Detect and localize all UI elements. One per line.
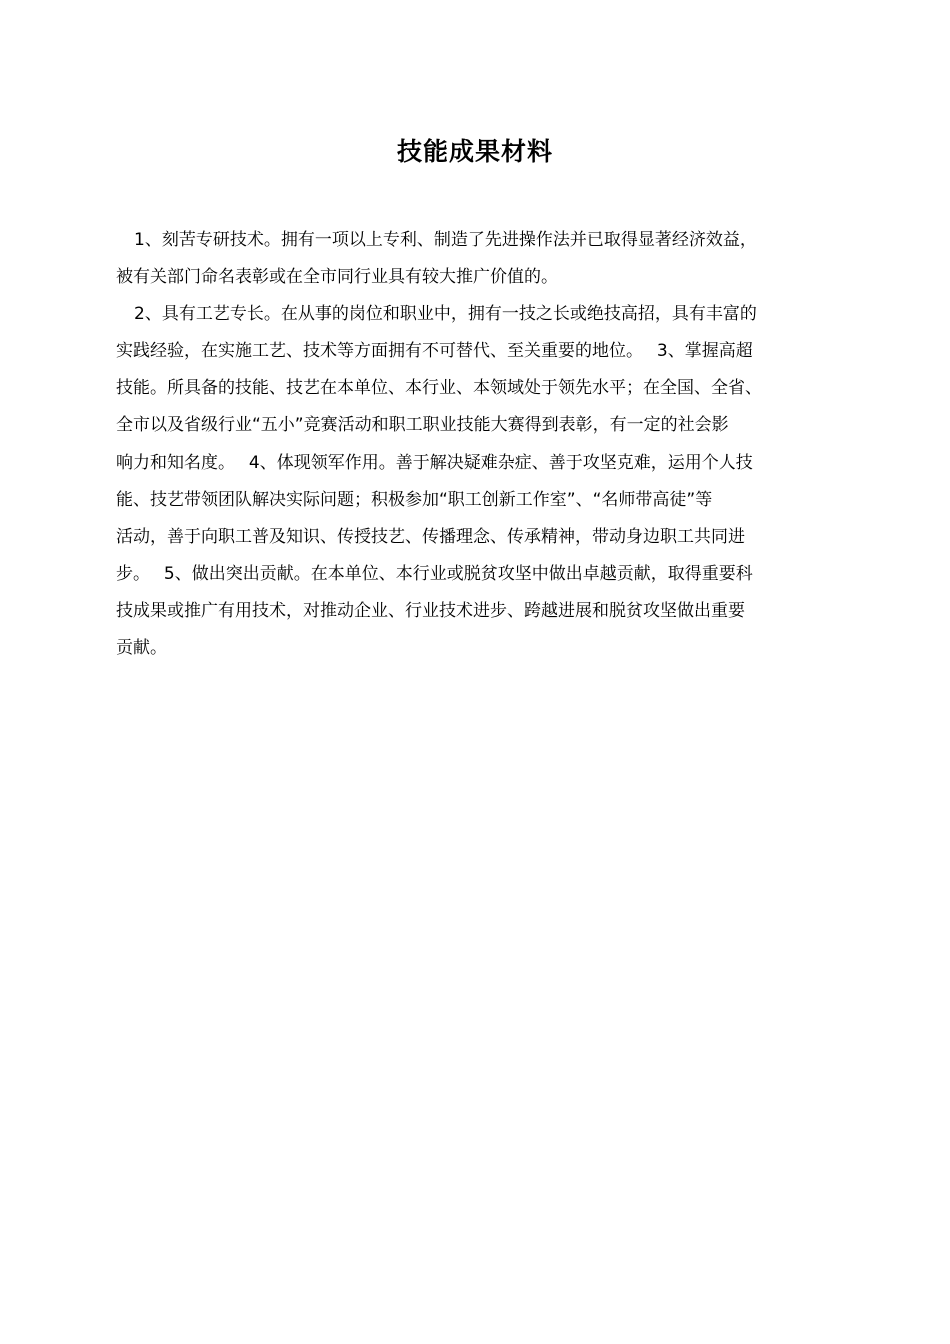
body-line: 技成果或推广有用技术，对推动企业、行业技术进步、跨越进展和脱贫攻坚做出重要 xyxy=(116,600,745,621)
body-line: 实践经验，在实施工艺、技术等方面拥有不可替代、至关重要的地位。 3、掌握高超 xyxy=(116,341,753,362)
document-body xyxy=(116,222,846,667)
body-line: 被有关部门命名表彰或在全市同行业具有较大推广价值的。 xyxy=(116,267,558,288)
document-title: 技能成果材料 xyxy=(396,137,553,166)
body-line: 技能。所具备的技能、技艺在本单位、本行业、本领域处于领先水平；在全国、全省、 xyxy=(116,378,762,399)
body-line: 活动，善于向职工普及知识、传授技艺、传播理念、传承精神，带动身边职工共同进 xyxy=(116,526,745,547)
body-line: 2、具有工艺专长。在从事的岗位和职业中，拥有一技之长或绝技高招，具有丰富的 xyxy=(134,304,757,325)
body-line: 全市以及省级行业“五小”竞赛活动和职工职业技能大赛得到表彰，有一定的社会影 xyxy=(116,415,729,436)
body-line: 响力和知名度。 4、体现领军作用。善于解决疑难杂症、善于攻坚克难，运用个人技 xyxy=(116,452,753,473)
body-line: 步。 5、做出突出贡献。在本单位、本行业或脱贫攻坚中做出卓越贡献，取得重要科 xyxy=(116,563,753,584)
body-line: 贡献。 xyxy=(116,638,167,659)
body-line: 1、刻苦专研技术。拥有一项以上专利、制造了先进操作法并已取得显著经济效益， xyxy=(134,230,757,250)
body-line: 能、技艺带领团队解决实际问题；积极参加“职工创新工作室”、“名师带高徒”等 xyxy=(116,489,713,510)
